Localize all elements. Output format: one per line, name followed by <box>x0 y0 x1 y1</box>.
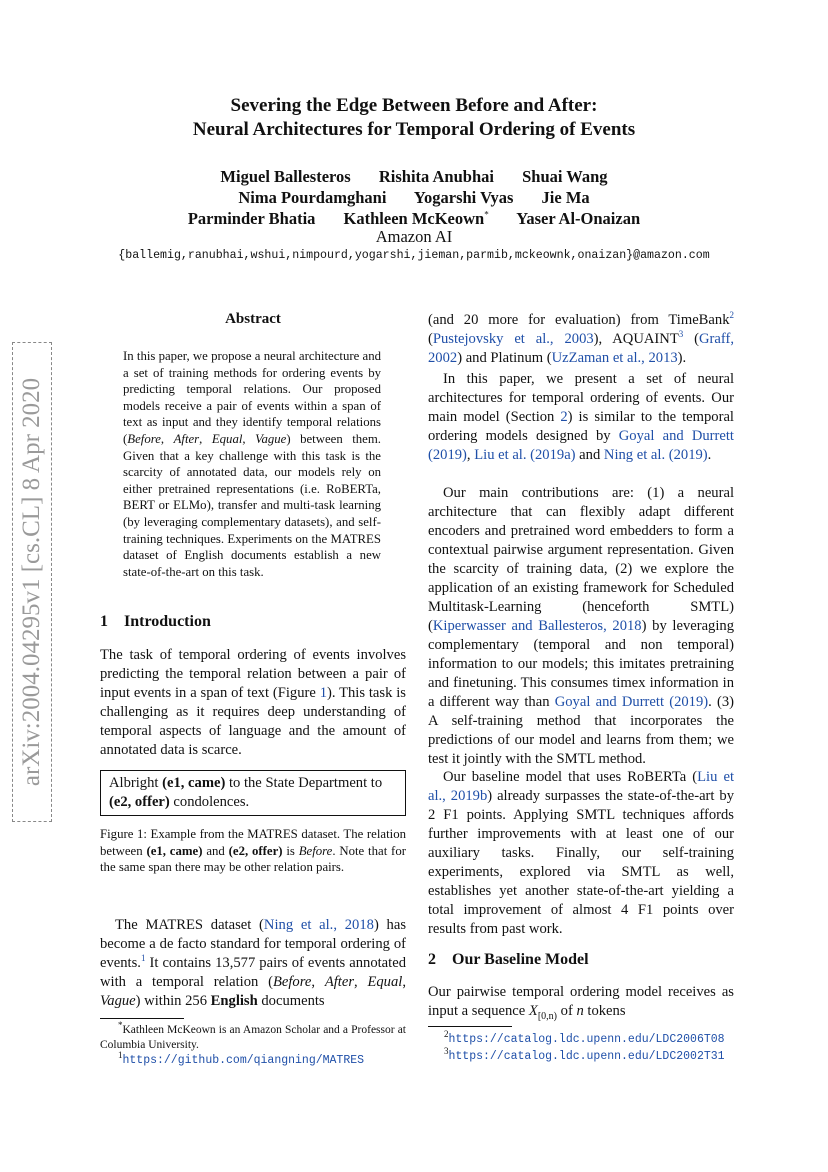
author-name: Shuai Wang <box>522 167 608 186</box>
relation-before: Before <box>272 974 312 990</box>
intro-paragraph-1 <box>100 646 406 760</box>
relation-equal: Equal <box>211 431 243 446</box>
author-name: Rishita Anubhai <box>378 167 494 186</box>
author-footnote-mark: * <box>484 209 489 220</box>
footnote-url-link[interactable]: https://catalog.ldc.upenn.edu/LDC2002T31 <box>448 1049 725 1063</box>
text-segment: tokens <box>583 1003 626 1019</box>
section-heading-baseline <box>428 951 589 969</box>
figure-1-box <box>100 770 406 816</box>
right-paragraph-2 <box>428 484 734 769</box>
text-segment: Our pairwise temporal ordering model receives as input a sequence <box>428 984 734 1019</box>
text-segment: and <box>202 843 229 858</box>
citation-link[interactable]: Ning et al., 2018 <box>263 917 374 933</box>
citation-link[interactable]: Liu et al. (2019a) <box>474 447 576 463</box>
event-e1: (e1, came) <box>146 843 203 858</box>
text-segment: ), AQUAINT <box>593 331 679 347</box>
title-line-1: Severing the Edge Between Before and After: <box>230 95 598 116</box>
text-segment: ) has become a de facto standard for temporal ordering of events. <box>100 917 407 971</box>
citation-link[interactable]: Pustejovsky et al., 2003 <box>432 331 594 347</box>
text-segment: ( <box>428 331 433 347</box>
arxiv-stamp <box>12 342 52 822</box>
footnote-url-link[interactable]: https://github.com/qiangning/MATRES <box>122 1054 365 1067</box>
section-heading-introduction <box>100 613 211 631</box>
section-title: Our Baseline Model <box>452 951 589 968</box>
text-segment: . Note that for the same span there may be other relation pairs. <box>100 843 406 875</box>
text-segment: condolences. <box>169 794 250 810</box>
footnote-ref[interactable]: 1 <box>140 953 146 964</box>
footnotes-left <box>100 1018 406 1069</box>
author-list <box>0 166 828 229</box>
author-name: Miguel Ballesteros <box>220 167 351 186</box>
relation-equal: Equal <box>367 974 403 990</box>
figure-1-caption <box>100 826 406 876</box>
footnote-ref[interactable]: 2 <box>729 310 734 321</box>
section-number: 1 <box>100 613 108 630</box>
author-name: Jie Ma <box>541 188 590 207</box>
footnote-rule <box>428 1026 512 1027</box>
text-segment: It contains 13,577 pairs of events annotated with a temporal relation ( <box>100 955 406 990</box>
text-segment: ) already surpasses the state-of-the-art by 2 F1 points. Applying SMTL techniques affords further improvements with at least one of our auxiliary tasks. Finally, our self-training experiments, explored via SMTL as well, establishes yet another state-of-the-art yielding a total improvement of almost 4 F1 points over results from past work. <box>428 788 735 937</box>
authors-row-2 <box>0 187 828 208</box>
abstract-segment: , <box>242 431 256 446</box>
text-segment: ). <box>677 350 687 366</box>
text-segment: Figure 1: Example from the MATRES dataset. The relation between <box>100 827 406 858</box>
text-segment: ) by leveraging complementary (temporal and non temporal) information to our models; this imitates pretraining and finetuning. This consumes timex information in a different way than <box>428 618 735 710</box>
footnote-rule <box>100 1018 184 1019</box>
author-name: Nima Pourdamghani <box>238 188 387 207</box>
text-segment: of <box>557 1003 577 1019</box>
event-e2: (e2, offer) <box>228 843 283 858</box>
title-line-2: Neural Architectures for Temporal Ordering of Events <box>192 119 636 140</box>
figure-ref-link[interactable]: 1 <box>319 685 327 701</box>
text-segment: In this paper, we present a set of neural architectures for temporal ordering of events. Our main model (Section <box>428 371 734 425</box>
footnote-ref[interactable]: 3 <box>678 329 684 340</box>
author-name: Parminder Bhatia <box>187 209 316 228</box>
text-segment: is <box>282 843 299 858</box>
section-title: Introduction <box>124 613 211 630</box>
text-segment: Our baseline model that uses RoBERTa ( <box>443 769 698 785</box>
text-segment: . <box>707 447 712 463</box>
author-name: Yaser Al-Onaizan <box>516 209 641 228</box>
abstract-segment: , <box>199 431 212 446</box>
text-segment: , <box>466 447 475 463</box>
relation-before: Before <box>127 431 161 446</box>
text-segment: (and 20 more for evaluation) from TimeBank <box>428 312 730 328</box>
text-segment: . (3) A self-training method that incorporates the predictions of our model and learns from them; we test it jointly with the SMTL method. <box>428 694 734 767</box>
footnote-mark: 3 <box>444 1045 449 1056</box>
relation-vague: Vague <box>255 431 287 446</box>
text-segment: documents <box>257 993 325 1009</box>
abstract-segment: In this paper, we propose a neural architecture and a set of training methods for ordering events by predicting temporal relations. Our proposed models receive a pair of events within a span of text as input and they identify temporal relations ( <box>123 349 381 446</box>
citation-link[interactable]: Kiperwasser and Ballesteros, 2018 <box>432 618 642 634</box>
bold-english: English <box>210 993 258 1009</box>
authors-row-3 <box>0 208 828 229</box>
text-segment: , <box>402 974 406 990</box>
abstract-heading: Abstract <box>225 311 281 327</box>
relation-before: Before <box>298 843 333 858</box>
footnote-mark: 1 <box>118 1050 123 1061</box>
right-paragraph-1 <box>428 370 734 465</box>
text-segment: The task of temporal ordering of events involves predicting the temporal relation between a pair of input events in a span of text (Figure <box>100 647 406 701</box>
relation-vague: Vague <box>100 993 136 1009</box>
arxiv-id: arXiv:2004.04295v1 [cs.CL] 8 Apr 2020 <box>18 377 45 787</box>
citation-link[interactable]: Goyal and Durrett (2019) <box>428 428 734 463</box>
math-n: n <box>576 1003 584 1019</box>
intro-paragraph-2 <box>100 916 406 1011</box>
paper-title <box>0 94 828 142</box>
footnotes-right <box>428 1026 758 1064</box>
footnote-star <box>100 1020 406 1052</box>
footnote-mark: 2 <box>444 1029 449 1040</box>
citation-link[interactable]: Graff, 2002 <box>428 331 734 366</box>
text-segment: ) is similar to the temporal ordering models designed by <box>428 409 734 444</box>
footnote-2 <box>428 1029 758 1048</box>
text-segment: ) and Platinum ( <box>457 350 552 366</box>
section-ref-link[interactable]: 2 <box>560 409 568 425</box>
citation-link[interactable]: Ning et al. (2019) <box>603 447 708 463</box>
author-name: Kathleen McKeown <box>343 209 485 228</box>
citation-link[interactable]: UzZaman et al., 2013 <box>551 350 678 366</box>
text-segment: Albright <box>109 775 163 791</box>
text-segment: The MATRES dataset ( <box>115 917 264 933</box>
math-subscript: [0,n) <box>537 1010 557 1022</box>
abstract-segment: ) between them. Given that a key challenge with this task is the scarcity of annotated data, our models rely on either pretrained representations (i.e. RoBERTa, BERT or ELMo), transfer and multi-task learning (by leveraging complementary datasets), and self-training techniques. Experiments on the MATRES dataset of English documents establish a new state-of-the-art on this task. <box>123 431 381 579</box>
text-segment: ( <box>683 331 700 347</box>
footnote-3 <box>428 1045 758 1065</box>
right-paragraph-3 <box>428 768 734 939</box>
text-segment: ) within 256 <box>135 993 211 1009</box>
text-segment: ). This task is challenging as it requires deep understanding of temporal aspects of language and the amount of annotated data is scarce. <box>100 685 406 758</box>
footnote-url-link[interactable]: https://catalog.ldc.upenn.edu/LDC2006T08 <box>448 1033 725 1046</box>
text-segment: to the State Department to <box>225 775 383 791</box>
text-segment: , <box>311 974 325 990</box>
citation-link[interactable]: Liu et al., 2019b <box>428 769 734 804</box>
relation-after: After <box>173 431 200 446</box>
citation-link[interactable]: Goyal and Durrett (2019) <box>554 694 709 710</box>
event-e1: (e1, came) <box>162 775 226 791</box>
text-segment: Our main contributions are: (1) a neural architecture that can flexibly adapt different encoders and pretrained word embedders to form a contextual pairwise argument representation. Given the scarcity of training data, (2) we explore the application of an existing framework for Scheduled Multitask-Learning (henceforth SMTL) ( <box>428 485 734 634</box>
author-name: Yogarshi Vyas <box>413 188 514 207</box>
text-segment: , <box>354 974 368 990</box>
footnote-1 <box>100 1050 406 1069</box>
abstract-segment: , <box>160 431 174 446</box>
footnote-text: Kathleen McKeown is an Amazon Scholar and a Professor at Columbia University. <box>100 1024 406 1051</box>
section-number: 2 <box>428 951 436 968</box>
right-paragraph-0 <box>428 311 734 368</box>
right-paragraph-4 <box>428 983 734 1026</box>
footnote-mark: * <box>118 1020 123 1031</box>
abstract-text <box>123 348 381 580</box>
event-e2: (e2, offer) <box>109 794 170 810</box>
text-segment: and <box>575 447 604 463</box>
email-list: {ballemig,ranubhai,wshui,nimpourd,yogarshi,jieman,parmib,mckeownk,onaizan}@amazon.com <box>118 249 710 262</box>
affiliation: Amazon AI <box>375 227 453 246</box>
authors-row-1 <box>0 166 828 187</box>
math-x: X <box>528 1003 538 1019</box>
relation-after: After <box>324 974 354 990</box>
